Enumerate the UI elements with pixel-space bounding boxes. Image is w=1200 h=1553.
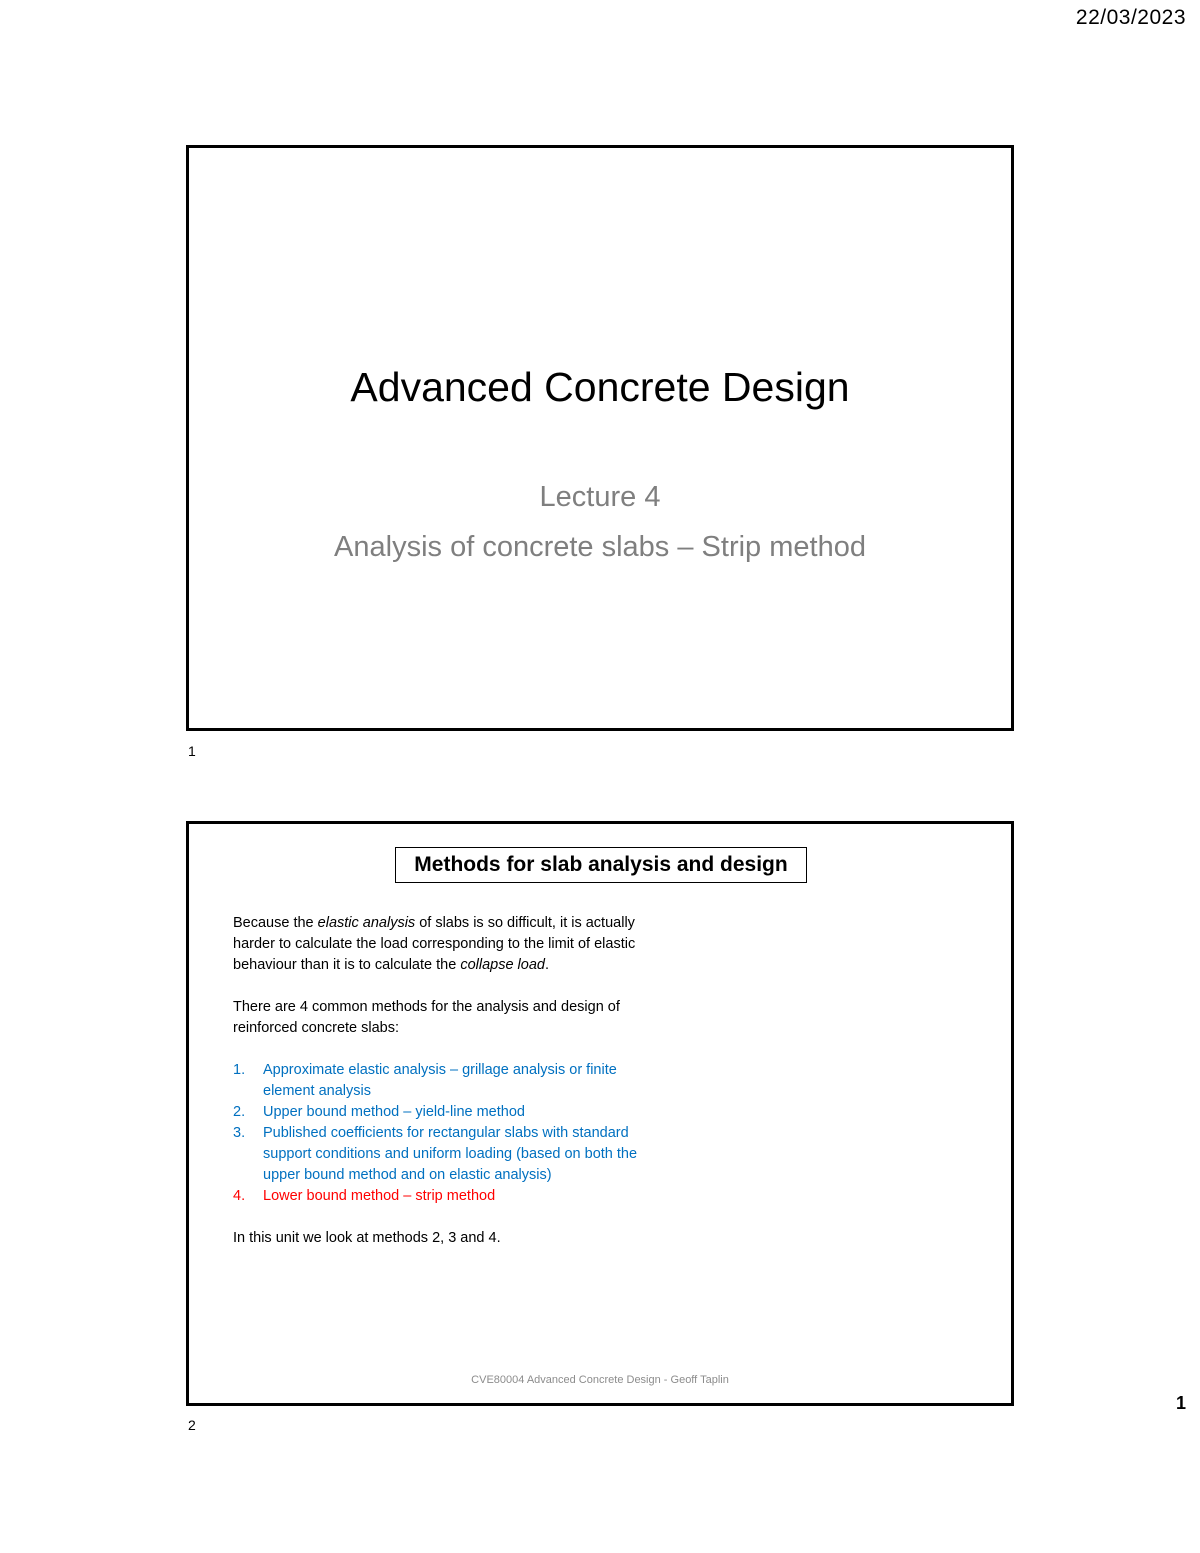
slide-1-topic: Analysis of concrete slabs – Strip method xyxy=(334,531,866,563)
list-item-text: Lower bound method – strip method xyxy=(263,1188,496,1204)
page-date: 22/03/2023 xyxy=(1075,6,1186,29)
slide-2-body xyxy=(233,913,653,1249)
slide-1-lecture: Lecture 4 xyxy=(539,481,661,513)
list-item xyxy=(233,1102,653,1123)
slide-2-index: 2 xyxy=(188,1417,196,1433)
list-item-number: 4. xyxy=(233,1188,246,1204)
text-run: of slabs is so difficult, it is actually harder to calculate the load corresponding to the limit of elastic behaviour than it is to calculate the xyxy=(233,915,636,973)
slide-2 xyxy=(186,821,1014,1406)
text-emphasis: collapse load xyxy=(460,957,545,973)
list-item-number: 3. xyxy=(233,1125,246,1141)
slide-1-index: 1 xyxy=(188,743,196,759)
list-item-number: 1. xyxy=(233,1062,246,1078)
paragraph-methods-intro: There are 4 common methods for the analysis and design of reinforced concrete slabs: xyxy=(233,999,620,1036)
paragraph-elastic-analysis xyxy=(233,913,653,976)
list-item xyxy=(233,1060,653,1102)
slide-2-footer: CVE80004 Advanced Concrete Design - Geoff Taplin xyxy=(471,1374,729,1386)
page-number: 1 xyxy=(1175,1393,1186,1413)
slide-2-title: Methods for slab analysis and design xyxy=(395,847,807,883)
list-item-text: Published coefficients for rectangular slabs with standard support conditions and uniform loading (based on both the upper bound method and on elastic analysis) xyxy=(263,1125,638,1183)
list-item xyxy=(233,1123,653,1186)
list-item-text: Upper bound method – yield-line method xyxy=(263,1104,525,1120)
text-run: . xyxy=(544,957,549,973)
slide-1-title: Advanced Concrete Design xyxy=(350,364,850,410)
methods-list xyxy=(233,1060,653,1207)
list-item xyxy=(233,1186,653,1207)
list-item-text: Approximate elastic analysis – grillage analysis or finite element analysis xyxy=(263,1062,617,1099)
text-run: Because the xyxy=(233,915,318,931)
slide-1 xyxy=(186,145,1014,731)
list-item-number: 2. xyxy=(233,1104,246,1120)
paragraph-unit-scope: In this unit we look at methods 2, 3 and 4. xyxy=(233,1230,501,1246)
text-emphasis: elastic analysis xyxy=(317,915,416,931)
